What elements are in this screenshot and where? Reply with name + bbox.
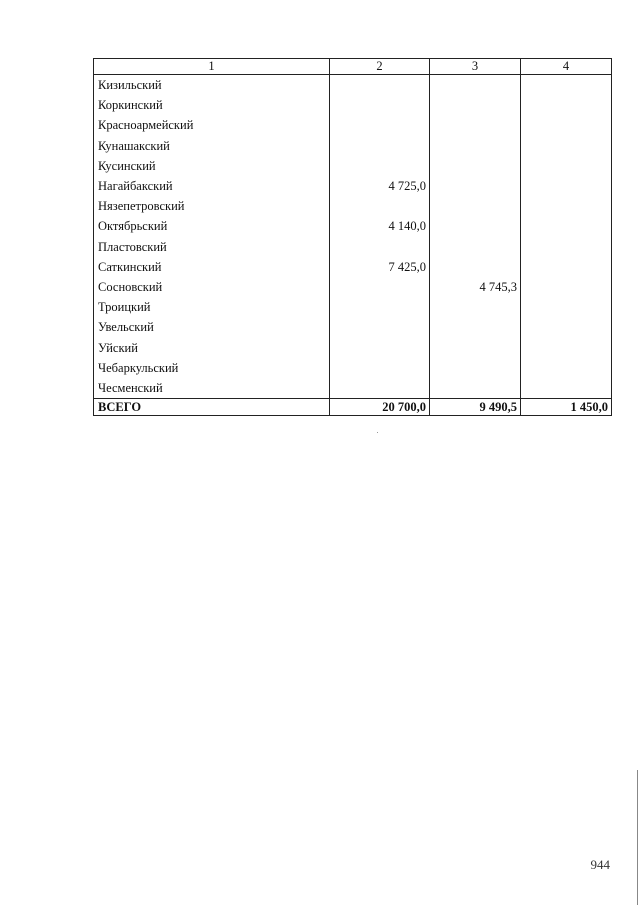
value-col-2 <box>330 75 430 96</box>
column-header-1: 1 <box>94 59 330 75</box>
value-col-2: 7 425,0 <box>330 257 430 277</box>
table-row <box>94 297 612 317</box>
district-name: Пластовский <box>94 237 330 257</box>
district-name: Троицкий <box>94 297 330 317</box>
value-col-3: 4 745,3 <box>430 277 521 297</box>
value-col-2 <box>330 237 430 257</box>
table-row <box>94 216 612 236</box>
value-col-2 <box>330 297 430 317</box>
value-col-3 <box>430 95 521 115</box>
district-name: Чебаркульский <box>94 358 330 378</box>
value-col-2 <box>330 337 430 357</box>
scan-edge-mark <box>637 770 638 905</box>
table-body <box>94 75 612 416</box>
total-col-4: 1 450,0 <box>521 399 612 416</box>
district-name: Увельский <box>94 317 330 337</box>
column-header-4: 4 <box>521 59 612 75</box>
district-name: Кизильский <box>94 75 330 96</box>
value-col-4 <box>521 196 612 216</box>
value-col-4 <box>521 176 612 196</box>
table-row <box>94 237 612 257</box>
value-col-4 <box>521 75 612 96</box>
value-col-2 <box>330 196 430 216</box>
budget-table <box>93 58 612 416</box>
table-row <box>94 196 612 216</box>
district-name: Нязепетровский <box>94 196 330 216</box>
value-col-4 <box>521 317 612 337</box>
value-col-3 <box>430 75 521 96</box>
table-row <box>94 136 612 156</box>
district-name: Коркинский <box>94 95 330 115</box>
district-name: Саткинский <box>94 257 330 277</box>
district-name: Уйский <box>94 337 330 357</box>
district-name: Кусинский <box>94 156 330 176</box>
table-row <box>94 277 612 297</box>
value-col-4 <box>521 136 612 156</box>
district-name: Октябрьский <box>94 216 330 236</box>
value-col-3 <box>430 176 521 196</box>
column-header-2: 2 <box>330 59 430 75</box>
value-col-2 <box>330 277 430 297</box>
district-name: Сосновский <box>94 277 330 297</box>
value-col-2 <box>330 156 430 176</box>
value-col-3 <box>430 216 521 236</box>
value-col-4 <box>521 358 612 378</box>
table-row <box>94 75 612 96</box>
value-col-4 <box>521 277 612 297</box>
value-col-4 <box>521 237 612 257</box>
district-name: Красноармейский <box>94 115 330 135</box>
value-col-2: 4 725,0 <box>330 176 430 196</box>
total-row <box>94 399 612 416</box>
value-col-3 <box>430 358 521 378</box>
table-row <box>94 317 612 337</box>
value-col-2 <box>330 378 430 399</box>
value-col-4 <box>521 115 612 135</box>
table-row <box>94 176 612 196</box>
value-col-2 <box>330 317 430 337</box>
value-col-4 <box>521 95 612 115</box>
total-label: ВСЕГО <box>94 399 330 416</box>
value-col-3 <box>430 136 521 156</box>
value-col-4 <box>521 378 612 399</box>
value-col-3 <box>430 257 521 277</box>
table-row <box>94 257 612 277</box>
value-col-2 <box>330 95 430 115</box>
district-name: Чесменский <box>94 378 330 399</box>
scan-speck <box>377 432 378 433</box>
value-col-3 <box>430 156 521 176</box>
value-col-3 <box>430 196 521 216</box>
table-row <box>94 358 612 378</box>
total-col-2: 20 700,0 <box>330 399 430 416</box>
value-col-3 <box>430 115 521 135</box>
value-col-4 <box>521 297 612 317</box>
value-col-3 <box>430 237 521 257</box>
district-name: Кунашакский <box>94 136 330 156</box>
value-col-3 <box>430 317 521 337</box>
table-row <box>94 378 612 399</box>
value-col-2 <box>330 136 430 156</box>
value-col-3 <box>430 297 521 317</box>
table-row <box>94 95 612 115</box>
column-header-3: 3 <box>430 59 521 75</box>
district-name: Нагайбакский <box>94 176 330 196</box>
table-row <box>94 115 612 135</box>
value-col-4 <box>521 156 612 176</box>
value-col-3 <box>430 337 521 357</box>
table-row <box>94 156 612 176</box>
total-col-3: 9 490,5 <box>430 399 521 416</box>
table-row <box>94 337 612 357</box>
value-col-2 <box>330 358 430 378</box>
value-col-4 <box>521 337 612 357</box>
value-col-2: 4 140,0 <box>330 216 430 236</box>
table-header <box>94 59 612 75</box>
value-col-4 <box>521 257 612 277</box>
value-col-4 <box>521 216 612 236</box>
page-number: 944 <box>590 857 610 872</box>
value-col-2 <box>330 115 430 135</box>
value-col-3 <box>430 378 521 399</box>
header-row <box>94 59 612 75</box>
